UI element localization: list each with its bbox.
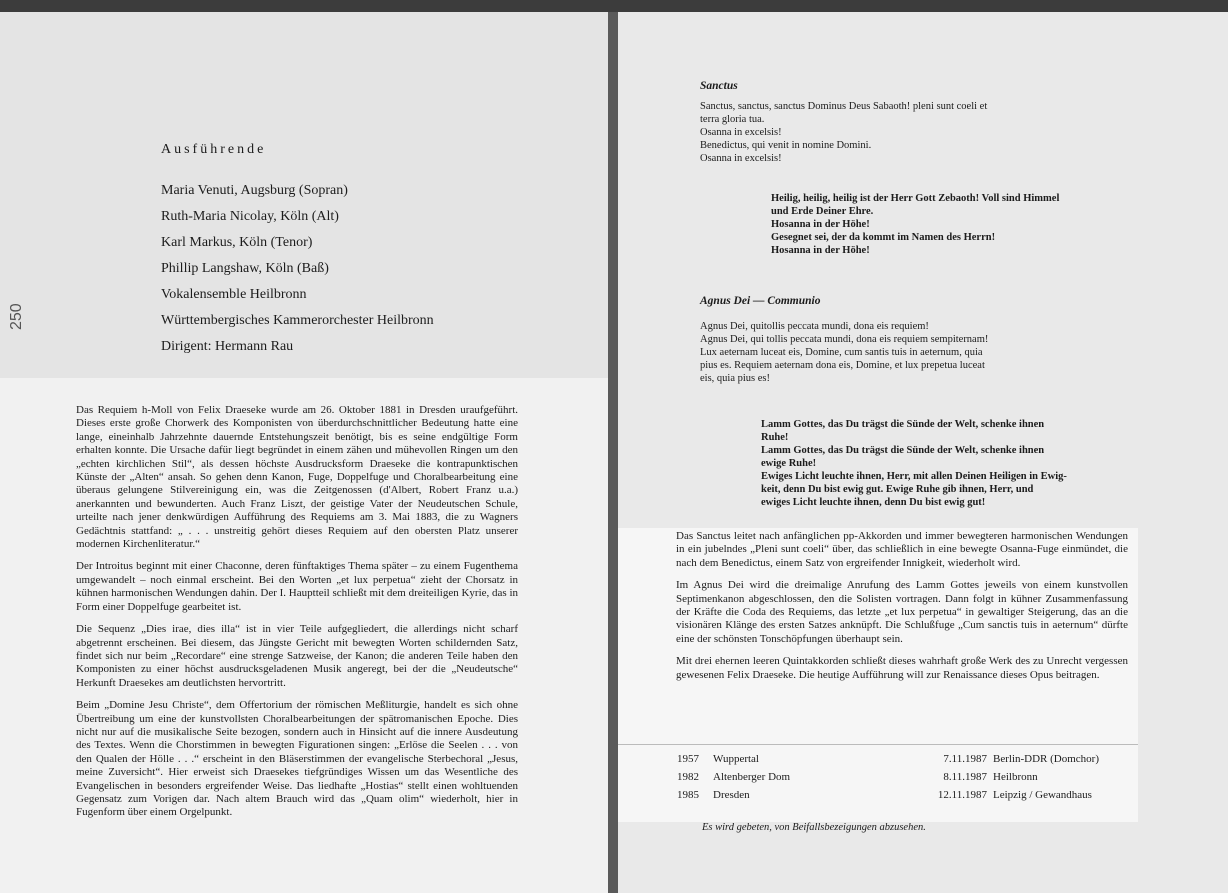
agnus-german-text	[761, 418, 1067, 509]
agnus-latin-line: eis, quia pius es!	[700, 373, 770, 384]
sanctus-latin-line: Sanctus, sanctus, sanctus Dominus Deus Sabaoth! pleni sunt coeli et	[700, 101, 988, 112]
table-row: 1982 Altenberger Dom 8.11.1987 Heilbronn	[677, 771, 1038, 783]
agnus-german-line: ewige Ruhe!	[761, 458, 817, 469]
performer-soprano: Maria Venuti, Augsburg (Sopran)	[161, 183, 348, 198]
performer-conductor: Dirigent: Hermann Rau	[161, 339, 294, 354]
paragraph-offertorium: Beim „Domine Jesu Christe“, dem Offertorium der römischen Meßliturgie, handelt es sich ohne Übertreibung um eine der kunstvollsten Choralbearbeitungen der spätromanischen Epoche. Dies nicht nur auf die musikalische Seite bezogen, sondern auch in Hinsicht auf die innere Ausdeutung des Textes. Wenn die Chorstimmen in bewegten Figurationen singen: „Erlöse die Seelen . . . von den Qualen der Hölle . . .“ erscheint in den Bläserstimmen der evangelische Sterbechoral „Jesus, meine Zuversicht“. Hier erweist sich Draesekes tiefgründiges Wissen um das Wesentliche des Evangelischen in besonders ergreifender Weise. Das liedhafte „Hostias“ stellt einen wohltuenden Gegensatz zum Vorigen dar. Nach altem Brauch wird das „Quam olim“ wiederholt, hier in Fugenform über einem Orgelpunkt.	[76, 699, 518, 819]
right-body-text	[676, 530, 1128, 691]
performer-alto: Ruth-Maria Nicolay, Köln (Alt)	[161, 209, 339, 224]
agnus-latin-text	[700, 320, 988, 385]
sanctus-title: Sanctus	[700, 80, 738, 92]
agnus-dei-title: Agnus Dei — Communio	[700, 295, 821, 307]
paragraph-conclusion: Mit drei ehernen leeren Quintakkorden schließt dieses wahrhaft große Werk des zu Unrecht vergessen gewesenen Felix Draeseke. Die heutige Aufführung will zur Renaissance dieses Opus beitragen.	[676, 655, 1128, 681]
table-row: 1985 Dresden 12.11.1987 Leipzig / Gewandhaus	[677, 789, 1092, 801]
performers-heading: Ausführende	[161, 142, 267, 157]
agnus-german-line: Lamm Gottes, das Du trägst die Sünde der Welt, schenke ihnen	[761, 445, 1045, 456]
sanctus-german-line: Heilig, heilig, heilig ist der Herr Gott Zebaoth! Voll sind Himmel	[771, 193, 1060, 204]
scan-top-edge	[0, 0, 1228, 12]
sanctus-german-line: Hosanna in der Höhe!	[771, 245, 870, 256]
book-gutter	[608, 12, 618, 893]
sanctus-latin-line: Osanna in excelsis!	[700, 153, 782, 164]
sanctus-latin-line: Osanna in excelsis!	[700, 127, 782, 138]
agnus-latin-line: Agnus Dei, quitollis peccata mundi, dona eis requiem!	[700, 321, 929, 332]
sanctus-latin-text	[700, 100, 987, 165]
applause-notice: Es wird gebeten, von Beifallsbezeigungen abzusehen.	[702, 822, 926, 833]
handwritten-page-number: 250	[8, 303, 25, 330]
left-page	[0, 12, 608, 893]
agnus-german-line: keit, denn Du bist ewig gut. Ewige Ruhe gib ihnen, Herr, und	[761, 484, 1034, 495]
sanctus-german-line: Gesegnet sei, der da kommt im Namen des Herrn!	[771, 232, 996, 243]
paragraph-sanctus-commentary: Das Sanctus leitet nach anfänglichen pp-Akkorden und immer bewegteren harmonischen Wendungen in ein jubelndes „Pleni sunt coeli“ über, das schließlich in eine bewegte Osanna-Fuge einmündet, die nach dem Benedictus, einem Satz von ergreifender Innigkeit, wiederholt wird.	[676, 530, 1128, 569]
agnus-latin-line: Lux aeternam luceat eis, Domine, cum santis tuis in aeternum, quia	[700, 347, 983, 358]
performer-tenor: Karl Markus, Köln (Tenor)	[161, 235, 313, 250]
paragraph-agnus-commentary: Im Agnus Dei wird die dreimalige Anrufung des Lamm Gottes jeweils von einem kunstvollen Septimenkanon abgeschlossen, den die Solisten vortragen. Dann folgt in kühner Zusammenfassung der Kräfte die Coda des Requiems, das letzte „et lux perpetua“ in gewaltiger Steigerung, das an die visionären Klänge des ersten Satzes anknüpft. Die Schlußfuge „Cum sanctis tuis in aeternum“ dürfte eine der schönsten Tonschöpfungen überhaupt sein.	[676, 579, 1128, 645]
paragraph-sequenz: Die Sequenz „Dies irae, dies illa“ ist in vier Teile aufgegliedert, die allerdings nicht scharf abgetrennt erscheinen. Bei diesem, das Jüngste Gericht mit bewegten Worten schildernden Satz, findet sich nur beim „Recordare“ eine strenge Satzweise, der Kanon; die anderen Teile haben den Komponisten zu einer höchst ausdrucksgeladenen Musik angeregt, bei der die „Neudeutsche“ Herkunft Draesekes am deutlichsten hervortritt.	[76, 623, 518, 689]
sanctus-latin-line: Benedictus, qui venit in nomine Domini.	[700, 140, 872, 151]
agnus-latin-line: pius es. Requiem aeternam dona eis, Domine, et lux prepetua luceat	[700, 360, 985, 371]
performance-history-table	[677, 750, 1105, 804]
agnus-german-line: Ruhe!	[761, 432, 789, 443]
performer-choir: Vokalensemble Heilbronn	[161, 287, 307, 302]
performer-bass: Phillip Langshaw, Köln (Baß)	[161, 261, 329, 276]
agnus-german-line: ewiges Licht leuchte ihnen, denn Du bist ewig gut!	[761, 497, 986, 508]
performer-orchestra: Württembergisches Kammerorchester Heilbronn	[161, 313, 434, 328]
divider	[618, 744, 1138, 745]
performers-list	[161, 178, 434, 360]
agnus-german-line: Ewiges Licht leuchte ihnen, Herr, mit allen Deinen Heiligen in Ewig-	[761, 471, 1067, 482]
right-page	[618, 12, 1228, 893]
agnus-german-line: Lamm Gottes, das Du trägst die Sünde der Welt, schenke ihnen	[761, 419, 1045, 430]
paragraph-introitus: Der Introitus beginnt mit einer Chaconne, deren fünftaktiges Thema später – zu einem Fugenthema umgewandelt – noch einmal erscheint. Bei den Worten „et lux perpetua“ zieht der Chorsatz in kühnen harmonischen Wendungen dahin. Der I. Hauptteil schließt mit dem dreiteiligen Kyrie, das in Form einer Doppelfuge gearbeitet ist.	[76, 560, 518, 613]
sanctus-german-line: und Erde Deiner Ehre.	[771, 206, 874, 217]
sanctus-german-line: Hosanna in der Höhe!	[771, 219, 870, 230]
paragraph-introduction: Das Requiem h-Moll von Felix Draeseke wurde am 26. Oktober 1881 in Dresden uraufgeführt. Dieses erste große Chorwerk des Komponisten von überdurchschnittlicher Bedeutung hatte eine lange, eineinhalb Jahrzehnte dauernde Entstehungszeit benötigt, bis es seine endgültige Form erhalten konnte. Die Ursache dafür liegt begründet in einem zähen und mühevollen Ringen um den „echten kirchlichen Stil“, als dessen höchste Ausdrucksform Draeseke die kontrapunktischen Künste der „Alten“ ansah. So gehen denn Kanon, Fuge, Doppelfuge und Choralbearbeitung eine überaus gelungene Stilvereinigung ein, was die Zeitgenossen (d'Albert, Robert Franz u.a.) anerkannten und bewunderten. Auch Franz Liszt, der geistige Vater der Neudeutschen Schule, urteilte nach jener denkwürdigen Aufführung des Requiems am 3. Mai 1883, die zu Wagners Gedächtnis stattfand: „ . . . unstreitig gehört dieses Requiem auf den obersten Platz unserer modernen Kirchenliteratur.“	[76, 404, 518, 551]
sanctus-german-text	[771, 192, 1059, 257]
sanctus-latin-line: terra gloria tua.	[700, 114, 765, 125]
agnus-latin-line: Agnus Dei, qui tollis peccata mundi, dona eis requiem sempiternam!	[700, 334, 989, 345]
left-body-text	[76, 404, 518, 829]
table-row: 1957 Wuppertal 7.11.1987 Berlin-DDR (Domchor)	[677, 753, 1100, 765]
